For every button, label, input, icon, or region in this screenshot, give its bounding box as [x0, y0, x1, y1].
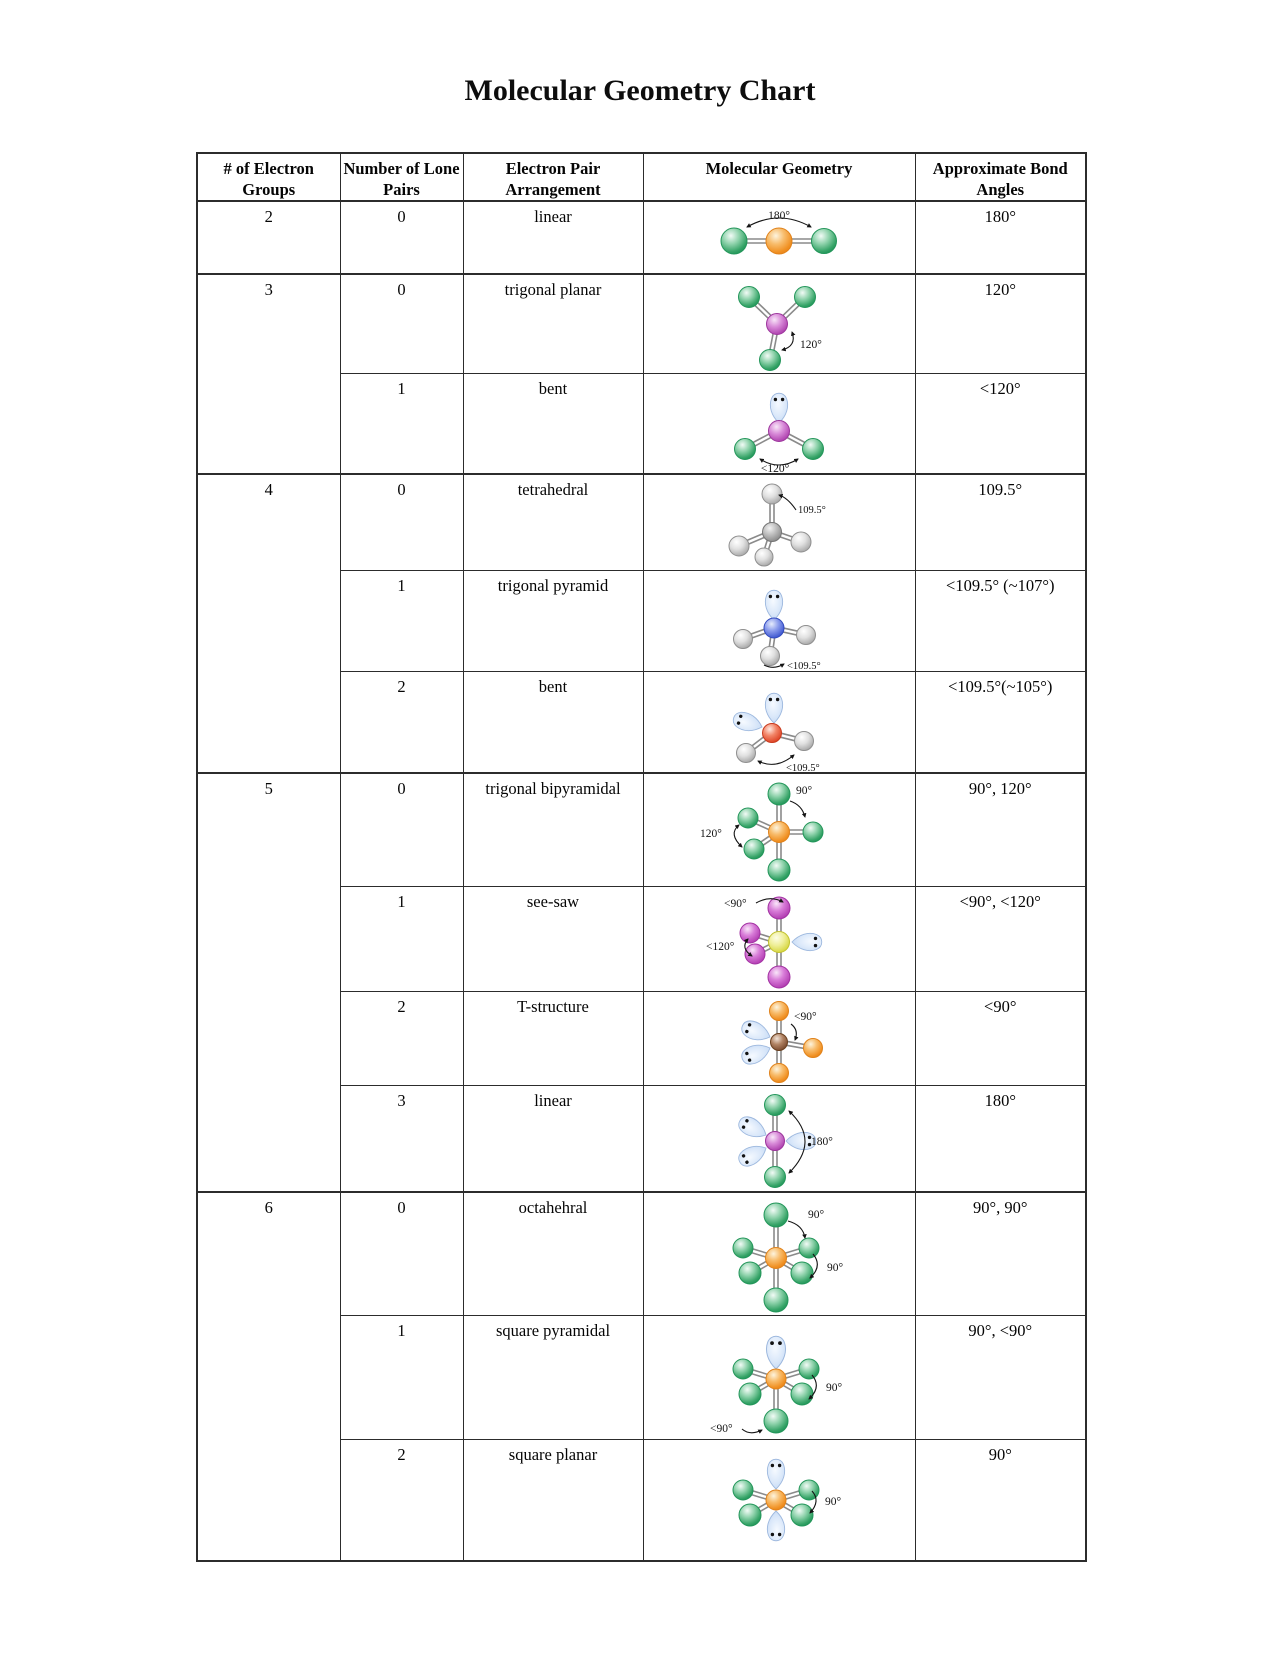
molecule-trigonal-planar-diagram — [704, 280, 854, 373]
angle-label: 180° — [768, 210, 790, 223]
angle-label: 90° — [826, 1381, 843, 1394]
table-row — [197, 773, 1086, 886]
arrangement-cell: tetrahedral — [463, 474, 643, 571]
arrangement-cell: octahehral — [463, 1192, 643, 1316]
orange-atom — [770, 1063, 789, 1082]
molecule-cell — [643, 1439, 915, 1561]
header-electron-groups: # of Electron Groups — [197, 153, 340, 201]
brown-atom — [771, 1033, 788, 1050]
gray-atom — [729, 536, 749, 556]
lone-pair-icon — [731, 710, 765, 736]
molecule-square-planar-diagram — [684, 1445, 874, 1555]
angle-label: <120° — [706, 940, 735, 953]
gray-atom — [795, 732, 814, 751]
angle-label: 90° — [825, 1495, 842, 1508]
arrangement-cell: square planar — [463, 1439, 643, 1561]
table-row — [197, 274, 1086, 374]
lone-pairs-cell: 1 — [340, 571, 463, 672]
green-atom — [768, 859, 790, 881]
green-atom — [764, 1203, 788, 1227]
green-atom — [760, 350, 781, 371]
electron-groups-cell: 2 — [197, 201, 340, 274]
page-title: Molecular Geometry Chart — [464, 74, 816, 107]
arrangement-cell: square pyramidal — [463, 1315, 643, 1439]
lone-pair-icon — [739, 1018, 773, 1045]
lone-pairs-cell: 0 — [340, 1192, 463, 1316]
magenta-atom — [740, 923, 760, 943]
lone-pairs-cell: 2 — [340, 991, 463, 1085]
green-atom — [812, 229, 837, 254]
green-atom — [803, 439, 824, 460]
green-atom — [803, 822, 823, 842]
molecule-cell — [643, 1315, 915, 1439]
arrangement-cell: trigonal pyramid — [463, 571, 643, 672]
purple-atom — [767, 314, 788, 335]
green-atom — [791, 1504, 813, 1526]
molecule-t-structure-diagram — [694, 997, 864, 1085]
bond-angles-cell: <109.5°(~105°) — [915, 672, 1086, 774]
gray-atom — [797, 626, 816, 645]
arrangement-cell: linear — [463, 1085, 643, 1192]
angle-label: 90° — [827, 1261, 844, 1274]
angle-arrow — [791, 1024, 796, 1040]
orange-atom — [766, 228, 792, 254]
lone-pair-icon — [735, 1113, 769, 1142]
bond-angles-cell: 120° — [915, 274, 1086, 374]
gray-atom — [755, 548, 773, 566]
angle-arrow — [742, 1429, 762, 1433]
green-atom — [791, 1383, 813, 1405]
lone-pair-icon — [770, 393, 787, 423]
green-atom — [768, 783, 790, 805]
header-row — [197, 153, 1086, 201]
lone-pairs-cell: 0 — [340, 773, 463, 886]
molecule-square-pyramidal-diagram — [684, 1321, 874, 1439]
molecule-cell — [643, 571, 915, 672]
lone-pairs-cell: 1 — [340, 374, 463, 475]
green-atom — [764, 1409, 788, 1433]
lone-pair-icon — [765, 590, 782, 620]
red-atom — [763, 724, 782, 743]
lone-pairs-cell: 0 — [340, 274, 463, 374]
header-molecular-geometry: Molecular Geometry — [643, 153, 915, 201]
angle-label: 109.5° — [798, 505, 826, 517]
lone-pairs-cell: 1 — [340, 886, 463, 991]
bond-angles-cell: 90°, <90° — [915, 1315, 1086, 1439]
arrangement-cell: bent — [463, 374, 643, 475]
angle-arrow — [788, 1221, 805, 1238]
molecule-bent-2lp-diagram — [694, 677, 864, 772]
green-atom — [721, 228, 747, 254]
electron-groups-cell: 5 — [197, 773, 340, 1192]
green-atom — [799, 1359, 819, 1379]
purple-atom — [765, 1131, 784, 1150]
orange-atom — [766, 1369, 786, 1389]
bond-angles-cell: <90°, <120° — [915, 886, 1086, 991]
orange-atom — [766, 1490, 786, 1510]
table-row — [197, 201, 1086, 274]
molecule-cell — [643, 672, 915, 774]
lone-pair-icon — [739, 1040, 773, 1067]
molecule-bent-1lp-diagram — [704, 379, 854, 473]
molecule-cell — [643, 886, 915, 991]
bond-angles-cell: 180° — [915, 201, 1086, 274]
angle-label: 180° — [810, 1135, 833, 1148]
green-atom — [791, 1262, 813, 1284]
electron-groups-cell: 3 — [197, 274, 340, 474]
angle-arrow — [782, 332, 793, 350]
molecule-trigonal-pyramid-diagram — [694, 576, 864, 671]
orange-atom — [766, 1247, 787, 1268]
molecule-cell — [643, 274, 915, 374]
gray-atom — [761, 647, 780, 666]
green-atom — [764, 1166, 785, 1187]
lone-pairs-cell: 2 — [340, 672, 463, 774]
molecule-linear-diagram — [684, 207, 874, 263]
bond-angles-cell: <120° — [915, 374, 1086, 475]
green-atom — [795, 287, 816, 308]
magenta-atom — [768, 966, 790, 988]
angle-arrow — [790, 801, 805, 817]
bond-angles-cell: <109.5° (~107°) — [915, 571, 1086, 672]
molecule-cell — [643, 474, 915, 571]
lone-pair-icon — [767, 1459, 784, 1489]
lone-pair-icon — [766, 1336, 785, 1369]
green-atom — [764, 1094, 785, 1115]
table-row — [197, 1192, 1086, 1316]
green-atom — [733, 1238, 753, 1258]
molecule-cell — [643, 374, 915, 475]
molecule-cell — [643, 201, 915, 274]
bond-angles-cell: <90° — [915, 991, 1086, 1085]
orange-atom — [769, 822, 790, 843]
green-atom — [739, 1262, 761, 1284]
arrangement-cell: trigonal planar — [463, 274, 643, 374]
angle-label: <90° — [710, 1422, 733, 1435]
lone-pairs-cell: 0 — [340, 201, 463, 274]
molecule-trigonal-bipyramidal-diagram — [684, 779, 874, 885]
header-arrangement: Electron Pair Arrangement — [463, 153, 643, 201]
green-atom — [739, 287, 760, 308]
green-atom — [764, 1288, 788, 1312]
yellow-atom — [769, 931, 790, 952]
angle-label: <120° — [760, 463, 790, 474]
electron-groups-cell: 4 — [197, 474, 340, 773]
angle-label: 90° — [796, 785, 813, 798]
angle-label: <90° — [794, 1010, 817, 1023]
molecule-linear-3lp-diagram — [687, 1091, 872, 1191]
lone-pair-icon — [765, 693, 782, 723]
green-atom — [739, 1504, 761, 1526]
purple-atom — [769, 421, 790, 442]
bond-angles-cell: 109.5° — [915, 474, 1086, 571]
gray-atom — [762, 484, 782, 504]
angle-label: 120° — [800, 339, 822, 352]
green-atom — [735, 439, 756, 460]
lone-pairs-cell: 1 — [340, 1315, 463, 1439]
molecule-cell — [643, 773, 915, 886]
molecule-octahedral-diagram — [684, 1198, 874, 1315]
geometry-table — [196, 152, 1087, 1562]
molecule-cell — [643, 1192, 915, 1316]
header-lone-pairs: Number of Lone Pairs — [340, 153, 463, 201]
table-row — [197, 474, 1086, 571]
lone-pairs-cell: 3 — [340, 1085, 463, 1192]
arrangement-cell: linear — [463, 201, 643, 274]
angle-label: <109.5° — [786, 763, 820, 773]
angle-label: 90° — [808, 1208, 825, 1221]
green-atom — [733, 1480, 753, 1500]
bond-angles-cell: 180° — [915, 1085, 1086, 1192]
gray-atom — [734, 630, 753, 649]
arrangement-cell: see-saw — [463, 886, 643, 991]
green-atom — [739, 1383, 761, 1405]
gray-atom — [791, 532, 811, 552]
molecule-cell — [643, 1085, 915, 1192]
green-atom — [733, 1359, 753, 1379]
magenta-atom — [745, 944, 765, 964]
angle-label: 120° — [700, 828, 722, 841]
orange-atom — [770, 1001, 789, 1020]
molecule-cell — [643, 991, 915, 1085]
molecule-tetrahedral-diagram — [694, 480, 864, 570]
arrangement-cell: trigonal bipyramidal — [463, 773, 643, 886]
bond-angles-cell: 90° — [915, 1439, 1086, 1561]
dark-gray-atom — [763, 523, 782, 542]
angle-label: <90° — [724, 897, 747, 910]
arrangement-cell: bent — [463, 672, 643, 774]
gray-atom — [737, 744, 756, 763]
lone-pairs-cell: 0 — [340, 474, 463, 571]
green-atom — [738, 808, 758, 828]
green-atom — [744, 839, 764, 859]
orange-atom — [804, 1038, 823, 1057]
header-bond-angles: Approximate Bond Angles — [915, 153, 1086, 201]
bond-angles-cell: 90°, 120° — [915, 773, 1086, 886]
lone-pairs-cell: 2 — [340, 1439, 463, 1561]
angle-label: <109.5° — [787, 661, 821, 672]
angle-arrow — [734, 825, 742, 847]
lone-pair-icon — [735, 1140, 769, 1169]
electron-groups-cell: 6 — [197, 1192, 340, 1562]
bond-angles-cell: 90°, 90° — [915, 1192, 1086, 1316]
blue-atom — [764, 618, 784, 638]
lone-pair-icon — [767, 1511, 784, 1541]
molecule-see-saw-diagram — [684, 892, 874, 991]
lone-pair-icon — [792, 933, 822, 950]
arrangement-cell: T-structure — [463, 991, 643, 1085]
green-atom — [799, 1238, 819, 1258]
